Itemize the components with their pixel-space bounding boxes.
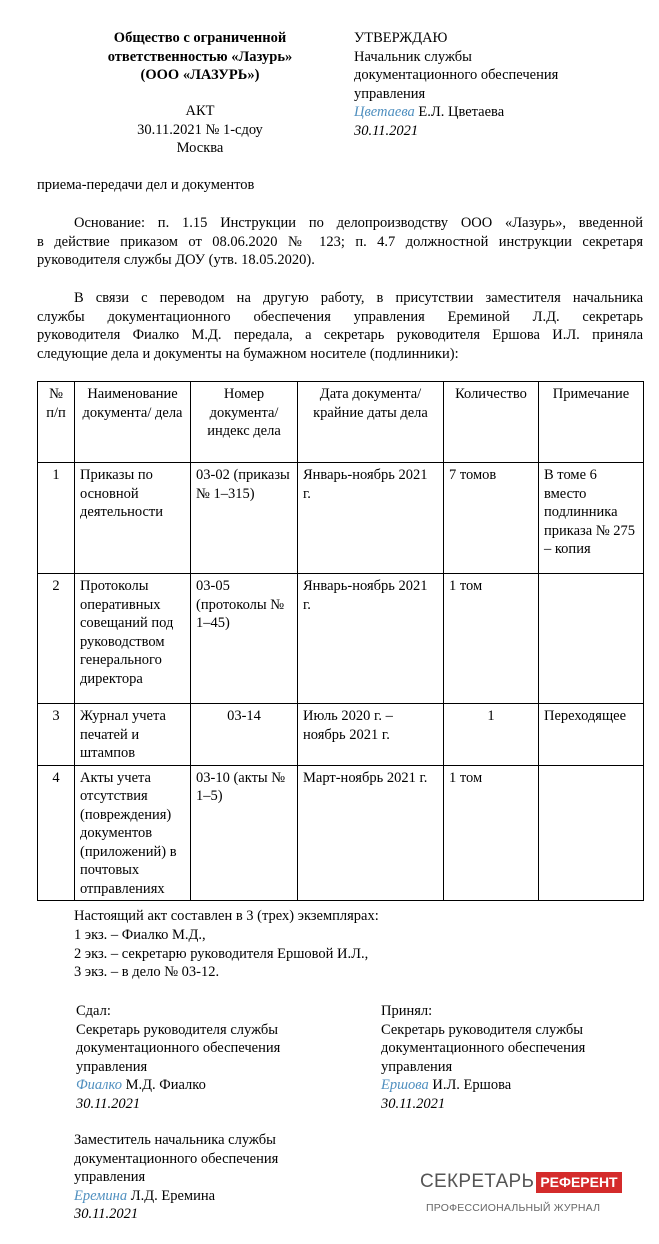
cell-document-name: Журнал учета печатей и штампов bbox=[75, 704, 191, 766]
table-header-row bbox=[38, 382, 644, 463]
approval-date: 30.11.2021 bbox=[354, 122, 419, 139]
deputy-date: 30.11.2021 bbox=[74, 1206, 139, 1222]
intro-line-2: службы документационного обеспечения управления Ереминой Л.Д. секретарь bbox=[37, 308, 643, 325]
header-number: № п/п bbox=[38, 382, 75, 463]
deputy-line-2: документационного обеспечения bbox=[74, 1150, 279, 1167]
cell-document-dates: Июль 2020 г. – ноябрь 2021 г. bbox=[298, 704, 444, 766]
intro-line-4: следующие дела и документы на бумажном носителе (подлинники): bbox=[37, 345, 459, 362]
received-line-2: документационного обеспечения bbox=[381, 1040, 586, 1056]
handed-signature: Фиалко bbox=[76, 1077, 122, 1093]
approval-name: Е.Л. Цветаева bbox=[418, 104, 505, 120]
table-row bbox=[38, 574, 644, 704]
documents-table bbox=[37, 381, 644, 901]
handed-name: М.Д. Фиалко bbox=[125, 1077, 206, 1093]
cell-document-index: 03-14 bbox=[191, 704, 298, 766]
approval-title: УТВЕРЖДАЮ bbox=[354, 30, 448, 46]
cell-number: 1 bbox=[38, 463, 75, 574]
document-heading bbox=[60, 102, 340, 158]
copies-list bbox=[74, 926, 368, 982]
handed-signature-line bbox=[76, 1076, 356, 1095]
deputy-line-3: управления bbox=[74, 1169, 146, 1185]
cell-document-index: 03-05 (протоколы № 1–45) bbox=[191, 574, 298, 704]
table-row bbox=[38, 704, 644, 766]
handed-line-2: документационного обеспечения bbox=[76, 1040, 281, 1056]
cell-quantity: 1 том bbox=[444, 765, 539, 901]
header-document-dates: Дата документа/крайние даты дела bbox=[298, 382, 444, 463]
intro-paragraph bbox=[37, 289, 643, 363]
logo-wordmark bbox=[420, 1171, 618, 1193]
cell-number: 3 bbox=[38, 704, 75, 766]
received-line-3: управления bbox=[381, 1058, 453, 1075]
deputy-line-1: Заместитель начальника службы bbox=[74, 1132, 276, 1148]
table-row bbox=[38, 765, 644, 901]
approval-line-2: документационного обеспечения bbox=[354, 67, 559, 83]
basis-line-3: руководителя службы ДОУ (утв. 18.05.2020). bbox=[37, 252, 315, 268]
received-label: Принял: bbox=[381, 1003, 433, 1019]
cell-quantity: 1 том bbox=[444, 574, 539, 704]
cell-document-index: 03-10 (акты № 1–5) bbox=[191, 765, 298, 901]
handed-block bbox=[76, 1002, 356, 1113]
header-document-index: Номер документа/ индекс дела bbox=[191, 382, 298, 463]
document-type: АКТ bbox=[185, 103, 215, 119]
approval-signature: Цветаева bbox=[354, 104, 415, 120]
handed-line-3: управления bbox=[76, 1058, 148, 1075]
deputy-signature: Еремина bbox=[74, 1187, 128, 1204]
basis-line-1: Основание: п. 1.15 Инструкции по делопроизводству ООО «Лазурь», введенной bbox=[74, 215, 643, 231]
copies-block bbox=[74, 907, 379, 926]
org-line-1: Общество с ограниченной bbox=[113, 30, 287, 46]
table-row bbox=[38, 463, 644, 574]
cell-note: Переходящее bbox=[539, 704, 644, 766]
received-line-1: Секретарь руководителя службы bbox=[381, 1021, 584, 1038]
copies-line-2: 1 экз. – Фиалко М.Д., bbox=[74, 927, 206, 943]
cell-note bbox=[539, 574, 644, 704]
cell-number: 2 bbox=[38, 574, 75, 704]
logo-part-1: СЕКРЕТАРЬ bbox=[420, 1171, 535, 1192]
received-date: 30.11.2021 bbox=[381, 1095, 446, 1112]
handed-label: Сдал: bbox=[76, 1003, 111, 1019]
cell-quantity: 7 томов bbox=[444, 463, 539, 574]
cell-document-dates: Январь-ноябрь 2021 г. bbox=[298, 463, 444, 574]
header-quantity: Количество bbox=[444, 382, 539, 463]
intro-line-3: руководителя Фиалко М.Д. передала, а секретарь руководителя Ершова И.Л. приняла bbox=[37, 327, 643, 343]
logo-part-2: РЕФЕРЕНТ bbox=[536, 1172, 621, 1193]
received-signature-line bbox=[381, 1076, 651, 1095]
deputy-name: Л.Д. Еремина bbox=[130, 1187, 216, 1204]
document-city: Москва bbox=[176, 140, 224, 156]
magazine-logo bbox=[420, 1171, 618, 1217]
cell-note: В томе 6 вместо подлинника приказа № 275 – копия bbox=[539, 463, 644, 574]
approval-line-1: Начальник службы bbox=[354, 48, 472, 65]
basis-paragraph bbox=[37, 214, 643, 270]
handed-line-1: Секретарь руководителя службы bbox=[76, 1021, 279, 1038]
cell-quantity: 1 bbox=[444, 704, 539, 766]
cell-document-name: Протоколы оперативных совещаний под руководством генерального директора bbox=[75, 574, 191, 704]
copies-line-4: 3 экз. – в дело № 03-12. bbox=[74, 964, 220, 980]
approval-block bbox=[354, 29, 644, 140]
cell-document-name: Акты учета отсутствия (повреждения) документов (приложений) в почтовых отправлениях bbox=[75, 765, 191, 901]
intro-line-1: В связи с переводом на другую работу, в присутствии заместителя начальника bbox=[74, 290, 643, 306]
copies-line-1: Настоящий акт составлен в 3 (трех) экземплярах: bbox=[74, 908, 379, 924]
document-date-number: 30.11.2021 № 1-сдоу bbox=[137, 121, 263, 138]
basis-line-2: в действие приказом от 08.06.2020 № 123; п. 4.7 должностной инструкции секретаря bbox=[37, 233, 643, 250]
logo-subtitle: ПРОФЕССИОНАЛЬНЫЙ ЖУРНАЛ bbox=[426, 1201, 601, 1214]
received-signature: Ершова bbox=[381, 1077, 429, 1093]
received-block bbox=[381, 1002, 651, 1113]
approval-line-3: управления bbox=[354, 85, 426, 102]
header-note: Примечание bbox=[539, 382, 644, 463]
header-document-name: Наименование документа/ дела bbox=[75, 382, 191, 463]
deputy-block bbox=[74, 1131, 354, 1224]
received-name: И.Л. Ершова bbox=[432, 1077, 512, 1093]
approval-signature-line bbox=[354, 103, 644, 122]
copies-line-3: 2 экз. – секретарю руководителя Ершовой И.Л., bbox=[74, 945, 369, 962]
cell-document-dates: Январь-ноябрь 2021 г. bbox=[298, 574, 444, 704]
cell-number: 4 bbox=[38, 765, 75, 901]
cell-document-name: Приказы по основной деятельности bbox=[75, 463, 191, 574]
deputy-signature-line bbox=[74, 1187, 354, 1206]
act-title: приема-передачи дел и документов bbox=[37, 177, 255, 193]
org-line-2: ответственностью «Лазурь» bbox=[107, 48, 293, 65]
org-line-3: (ООО «ЛАЗУРЬ») bbox=[140, 67, 260, 83]
handed-date: 30.11.2021 bbox=[76, 1095, 141, 1112]
organization-name bbox=[60, 29, 340, 85]
cell-document-index: 03-02 (приказы № 1–315) bbox=[191, 463, 298, 574]
cell-note bbox=[539, 765, 644, 901]
cell-document-dates: Март-ноябрь 2021 г. bbox=[298, 765, 444, 901]
